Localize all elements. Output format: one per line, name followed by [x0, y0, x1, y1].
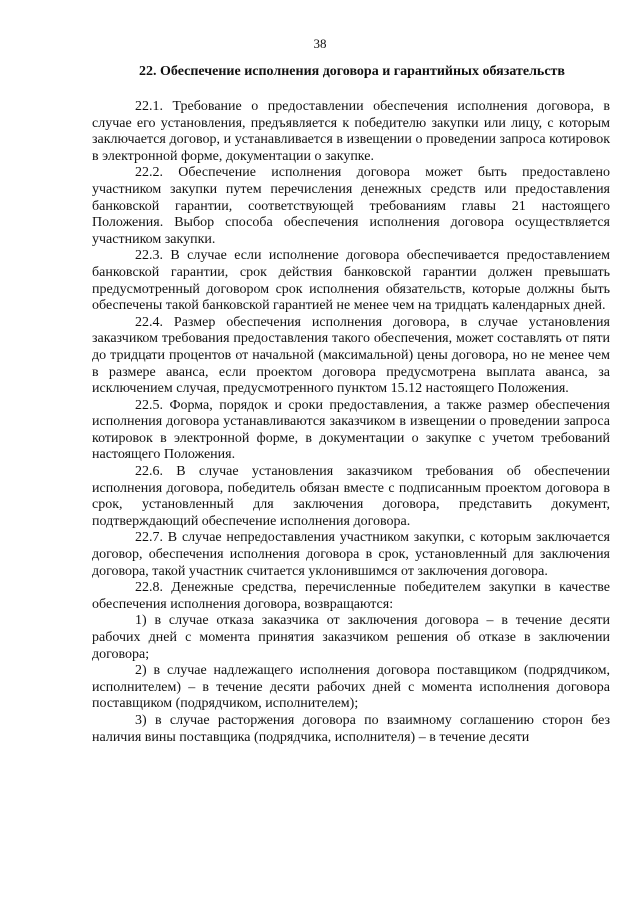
section-heading: 22. Обеспечение исполнения договора и гарантийных обязательств	[139, 64, 565, 79]
paragraph-22-2: 22.2. Обеспечение исполнения договора может быть предоставлено участником закупки путем перечисления денежных средств или предоставления банковской гарантии, соответствующей требованиям главы 21 настоящего Положения. Выбор способа обеспечения исполнения договора осуществляется участником закупки.	[92, 165, 610, 247]
paragraph-22-8: 22.8. Денежные средства, перечисленные победителем закупки в качестве обеспечения исполнения договора, возвращаются:	[92, 580, 610, 612]
paragraph-22-5: 22.5. Форма, порядок и сроки предоставления, а также размер обеспечения исполнения договора устанавливаются заказчиком в извещении о проведении запроса котировок в электронной форме, в документации о закупке с учетом требований настоящего Положения.	[92, 397, 610, 463]
list-item-2: 2) в случае надлежащего исполнения договора поставщиком (подрядчиком, исполнителем) – в течение десяти рабочих дней с момента исполнения договора поставщиком (подрядчиком, исполнителем);	[92, 663, 610, 712]
page-number: 38	[313, 36, 327, 51]
paragraph-22-1: 22.1. Требование о предоставлении обеспечения исполнения договора, в случае его установления, предъявляется к победителю закупки или лицу, с которым заключается договор, и устанавливается в извещении о проведении запроса котировок в электронной форме, документации о закупке.	[92, 99, 610, 164]
list-item-3: 3) в случае расторжения договора по взаимному соглашению сторон без наличия вины поставщика (подрядчика, исполнителя) – в течение десяти	[92, 712, 610, 745]
paragraph-22-6: 22.6. В случае установления заказчиком требования об обеспечении исполнения договора, победитель обязан вместе с подписанным проектом договора в срок, установленный для заключения договора, представить документ, подтверждающий обеспечение исполнения договора.	[92, 464, 610, 529]
paragraph-22-7: 22.7. В случае непредоставления участником закупки, с которым заключается договор, обеспечения исполнения договора в срок, установленный для заключения договора, такой участник считается уклонившимся от заключения договора.	[92, 530, 610, 579]
paragraph-22-4: 22.4. Размер обеспечения исполнения договора, в случае установления заказчиком требования предоставления такого обеспечения, может составлять от пяти до тридцати процентов от начальной (максимальной) цены договора, но не менее чем в размере аванса, если проектом договора предусмотрена выплата аванса, за исключением случая, предусмотренного пунктом 15.12 настоящего Положения.	[92, 314, 610, 397]
list-item-1: 1) в случае отказа заказчика от заключения договора – в течение десяти рабочих дней с момента принятия заказчиком решения об отказе в заключении договора;	[92, 613, 610, 662]
body-text	[92, 99, 610, 746]
paragraph-22-3: 22.3. В случае если исполнение договора обеспечивается предоставлением банковской гарантии, срок действия банковской гарантии должен превышать предусмотренный договором срок исполнения обязательств, которые должны быть обеспечены такой банковской гарантией не менее чем на тридцать календарных дней.	[92, 248, 610, 314]
